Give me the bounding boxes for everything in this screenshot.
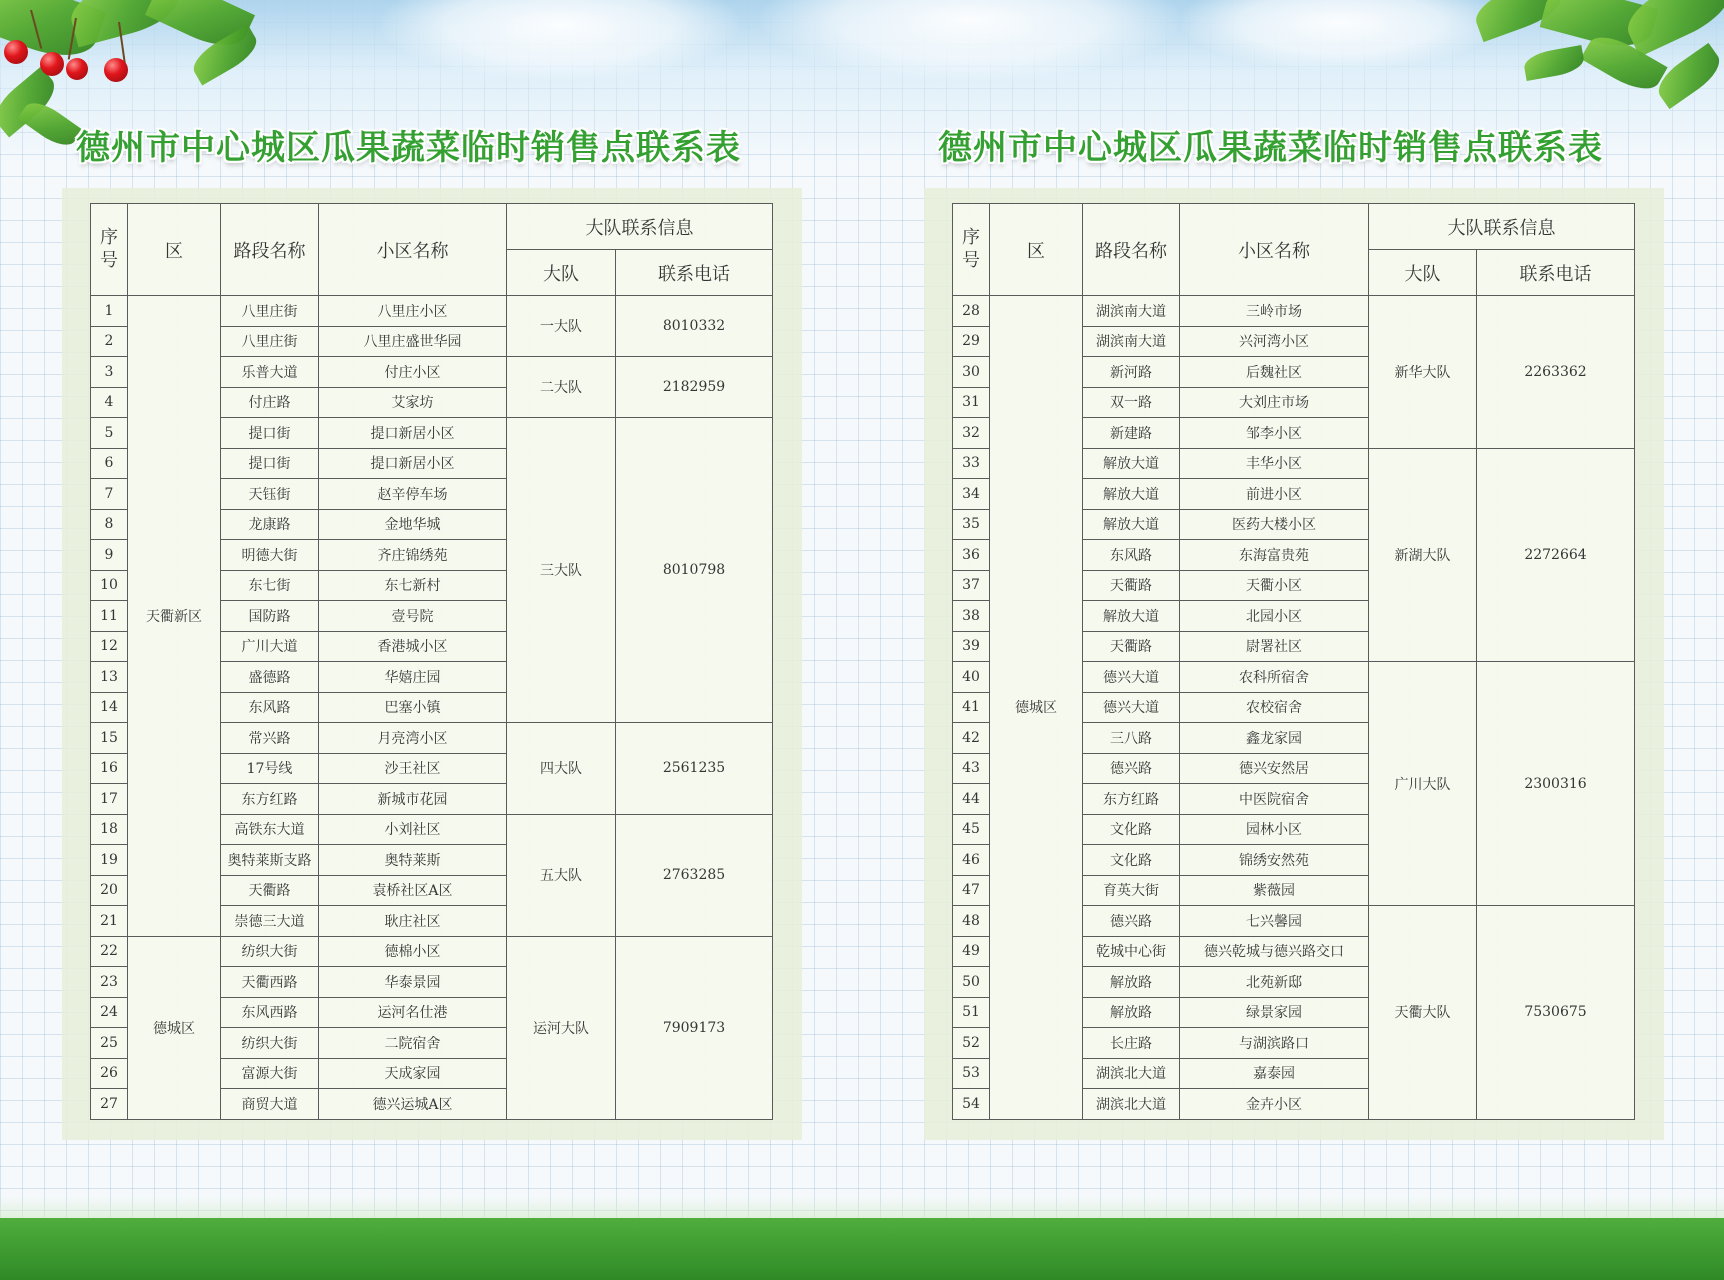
row-number-cell: 10 (91, 570, 128, 601)
row-number-cell: 14 (91, 692, 128, 723)
row-number-cell: 31 (953, 387, 990, 418)
header-seq (953, 204, 990, 296)
road-cell: 广川大道 (221, 631, 319, 662)
road-cell: 天衢路 (221, 875, 319, 906)
row-number-cell: 25 (91, 1028, 128, 1059)
road-cell: 天衢路 (1083, 570, 1180, 601)
cherry-icon (66, 58, 88, 80)
row-number-cell: 28 (953, 296, 990, 327)
road-cell: 湖滨北大道 (1083, 1089, 1180, 1120)
header-brigade-info: 大队联系信息 (1369, 204, 1635, 250)
phone-cell: 7530675 (1477, 906, 1635, 1120)
district-cell: 天衢新区 (128, 296, 221, 937)
road-cell: 提口街 (221, 448, 319, 479)
community-cell: 齐庄锦绣苑 (319, 540, 507, 571)
row-number-cell: 9 (91, 540, 128, 571)
row-number-cell: 18 (91, 814, 128, 845)
bottom-green-band (0, 1218, 1724, 1280)
road-cell: 德兴大道 (1083, 662, 1180, 693)
row-number-cell: 20 (91, 875, 128, 906)
road-cell: 解放路 (1083, 997, 1180, 1028)
community-cell: 付庄小区 (319, 357, 507, 388)
row-number-cell: 41 (953, 692, 990, 723)
phone-cell: 8010332 (616, 296, 773, 357)
cloud-decoration (760, 0, 1180, 80)
road-cell: 盛德路 (221, 662, 319, 693)
header-seq (91, 204, 128, 296)
page-title-left: 德州市中心城区瓜果蔬菜临时销售点联系表 (76, 128, 741, 168)
phone-cell: 2182959 (616, 357, 773, 418)
community-cell: 丰华小区 (1180, 448, 1369, 479)
community-cell: 医药大楼小区 (1180, 509, 1369, 540)
community-cell: 锦绣安然苑 (1180, 845, 1369, 876)
road-cell: 东风路 (221, 692, 319, 723)
row-number-cell: 3 (91, 357, 128, 388)
brigade-cell: 一大队 (507, 296, 616, 357)
phone-cell: 2272664 (1477, 448, 1635, 662)
road-cell: 德兴大道 (1083, 692, 1180, 723)
road-cell: 长庄路 (1083, 1028, 1180, 1059)
row-number-cell: 39 (953, 631, 990, 662)
cherry-icon (104, 58, 128, 82)
table-body-left (91, 296, 773, 1120)
phone-cell: 2561235 (616, 723, 773, 815)
row-number-cell: 27 (91, 1089, 128, 1120)
community-cell: 运河名仕港 (319, 997, 507, 1028)
header-brigade: 大队 (1369, 250, 1477, 296)
community-cell: 香港城小区 (319, 631, 507, 662)
bottom-glow (0, 1196, 1724, 1218)
row-number-cell: 8 (91, 509, 128, 540)
brigade-cell: 新湖大队 (1369, 448, 1477, 662)
row-number-cell: 38 (953, 601, 990, 632)
community-cell: 八里庄小区 (319, 296, 507, 327)
community-cell: 东七新村 (319, 570, 507, 601)
row-number-cell: 21 (91, 906, 128, 937)
community-cell: 德棉小区 (319, 936, 507, 967)
road-cell: 八里庄街 (221, 326, 319, 357)
community-cell: 邹李小区 (1180, 418, 1369, 449)
road-cell: 东风西路 (221, 997, 319, 1028)
brigade-cell: 新华大队 (1369, 296, 1477, 449)
community-cell: 鑫龙家园 (1180, 723, 1369, 754)
row-number-cell: 12 (91, 631, 128, 662)
page-title-right: 德州市中心城区瓜果蔬菜临时销售点联系表 (938, 128, 1603, 168)
leaf-icon (17, 95, 82, 152)
header-seq-label: 序号 (100, 227, 118, 271)
community-cell: 艾家坊 (319, 387, 507, 418)
community-cell: 农校宿舍 (1180, 692, 1369, 723)
header-seq-label: 序号 (962, 227, 980, 271)
community-cell: 后魏社区 (1180, 357, 1369, 388)
road-cell: 龙康路 (221, 509, 319, 540)
table-body-right (953, 296, 1635, 1120)
road-cell: 提口街 (221, 418, 319, 449)
brigade-cell: 二大队 (507, 357, 616, 418)
row-number-cell: 32 (953, 418, 990, 449)
row-number-cell: 37 (953, 570, 990, 601)
cloud-decoration (1180, 0, 1500, 70)
road-cell: 乾城中心街 (1083, 936, 1180, 967)
row-number-cell: 19 (91, 845, 128, 876)
row-number-cell: 13 (91, 662, 128, 693)
community-cell: 德兴安然居 (1180, 753, 1369, 784)
community-cell: 袁桥社区A区 (319, 875, 507, 906)
brigade-cell: 四大队 (507, 723, 616, 815)
community-cell: 东海富贵苑 (1180, 540, 1369, 571)
row-number-cell: 22 (91, 936, 128, 967)
brigade-cell: 三大队 (507, 418, 616, 723)
header-road: 路段名称 (221, 204, 319, 296)
row-number-cell: 54 (953, 1089, 990, 1120)
community-cell: 金卉小区 (1180, 1089, 1369, 1120)
row-number-cell: 4 (91, 387, 128, 418)
row-number-cell: 47 (953, 875, 990, 906)
road-cell: 德兴路 (1083, 753, 1180, 784)
road-cell: 八里庄街 (221, 296, 319, 327)
road-cell: 高铁东大道 (221, 814, 319, 845)
road-cell: 东风路 (1083, 540, 1180, 571)
header-phone: 联系电话 (616, 250, 773, 296)
row-number-cell: 5 (91, 418, 128, 449)
road-cell: 解放大道 (1083, 601, 1180, 632)
row-number-cell: 53 (953, 1058, 990, 1089)
header-district: 区 (990, 204, 1083, 296)
phone-cell: 2300316 (1477, 662, 1635, 906)
road-cell: 东方红路 (1083, 784, 1180, 815)
row-number-cell: 34 (953, 479, 990, 510)
community-cell: 前进小区 (1180, 479, 1369, 510)
community-cell: 沙王社区 (319, 753, 507, 784)
road-cell: 东七街 (221, 570, 319, 601)
row-number-cell: 29 (953, 326, 990, 357)
contact-table-right (952, 203, 1635, 1120)
community-cell: 赵辛停车场 (319, 479, 507, 510)
community-cell: 北园小区 (1180, 601, 1369, 632)
community-cell: 绿景家园 (1180, 997, 1369, 1028)
road-cell: 解放路 (1083, 967, 1180, 998)
community-cell: 大刘庄市场 (1180, 387, 1369, 418)
road-cell: 湖滨南大道 (1083, 296, 1180, 327)
row-number-cell: 51 (953, 997, 990, 1028)
row-number-cell: 48 (953, 906, 990, 937)
row-number-cell: 17 (91, 784, 128, 815)
row-number-cell: 2 (91, 326, 128, 357)
road-cell: 新河路 (1083, 357, 1180, 388)
phone-cell: 2763285 (616, 814, 773, 936)
header-community: 小区名称 (1180, 204, 1369, 296)
row-number-cell: 30 (953, 357, 990, 388)
road-cell: 纺织大街 (221, 1028, 319, 1059)
header-district: 区 (128, 204, 221, 296)
community-cell: 提口新居小区 (319, 418, 507, 449)
phone-cell: 2263362 (1477, 296, 1635, 449)
cherry-icon (40, 52, 64, 76)
header-row (953, 204, 1635, 250)
row-number-cell: 16 (91, 753, 128, 784)
community-cell: 天成家园 (319, 1058, 507, 1089)
table-row (91, 936, 773, 967)
row-number-cell: 49 (953, 936, 990, 967)
road-cell: 湖滨南大道 (1083, 326, 1180, 357)
row-number-cell: 52 (953, 1028, 990, 1059)
road-cell: 德兴路 (1083, 906, 1180, 937)
road-cell: 奥特莱斯支路 (221, 845, 319, 876)
road-cell: 三八路 (1083, 723, 1180, 754)
road-cell: 国防路 (221, 601, 319, 632)
community-cell: 奥特莱斯 (319, 845, 507, 876)
header-brigade-info: 大队联系信息 (507, 204, 773, 250)
phone-cell: 8010798 (616, 418, 773, 723)
community-cell: 巴塞小镇 (319, 692, 507, 723)
row-number-cell: 11 (91, 601, 128, 632)
community-cell: 华泰景园 (319, 967, 507, 998)
row-number-cell: 43 (953, 753, 990, 784)
table-row (91, 296, 773, 327)
community-cell: 农科所宿舍 (1180, 662, 1369, 693)
road-cell: 17号线 (221, 753, 319, 784)
road-cell: 文化路 (1083, 845, 1180, 876)
road-cell: 解放大道 (1083, 448, 1180, 479)
community-cell: 三岭市场 (1180, 296, 1369, 327)
row-number-cell: 6 (91, 448, 128, 479)
phone-cell: 7909173 (616, 936, 773, 1119)
row-number-cell: 15 (91, 723, 128, 754)
community-cell: 北苑新邸 (1180, 967, 1369, 998)
row-number-cell: 26 (91, 1058, 128, 1089)
community-cell: 月亮湾小区 (319, 723, 507, 754)
row-number-cell: 50 (953, 967, 990, 998)
community-cell: 小刘社区 (319, 814, 507, 845)
row-number-cell: 35 (953, 509, 990, 540)
community-cell: 华嬉庄园 (319, 662, 507, 693)
road-cell: 育英大街 (1083, 875, 1180, 906)
brigade-cell: 天衢大队 (1369, 906, 1477, 1120)
community-cell: 提口新居小区 (319, 448, 507, 479)
community-cell: 尉署社区 (1180, 631, 1369, 662)
row-number-cell: 24 (91, 997, 128, 1028)
header-row (91, 204, 773, 250)
row-number-cell: 33 (953, 448, 990, 479)
community-cell: 德兴运城A区 (319, 1089, 507, 1120)
road-cell: 天钰街 (221, 479, 319, 510)
road-cell: 明德大街 (221, 540, 319, 571)
road-cell: 文化路 (1083, 814, 1180, 845)
road-cell: 天衢路 (1083, 631, 1180, 662)
header-road: 路段名称 (1083, 204, 1180, 296)
row-number-cell: 1 (91, 296, 128, 327)
road-cell: 双一路 (1083, 387, 1180, 418)
row-number-cell: 40 (953, 662, 990, 693)
community-cell: 二院宿舍 (319, 1028, 507, 1059)
leaf-icon (1522, 45, 1586, 81)
table-row (953, 296, 1635, 327)
community-cell: 七兴馨园 (1180, 906, 1369, 937)
community-cell: 八里庄盛世华园 (319, 326, 507, 357)
brigade-cell: 五大队 (507, 814, 616, 936)
header-phone: 联系电话 (1477, 250, 1635, 296)
row-number-cell: 44 (953, 784, 990, 815)
road-cell: 解放大道 (1083, 479, 1180, 510)
row-number-cell: 7 (91, 479, 128, 510)
community-cell: 壹号院 (319, 601, 507, 632)
district-cell: 德城区 (990, 296, 1083, 1120)
road-cell: 纺织大街 (221, 936, 319, 967)
community-cell: 中医院宿舍 (1180, 784, 1369, 815)
community-cell: 紫薇园 (1180, 875, 1369, 906)
header-community: 小区名称 (319, 204, 507, 296)
row-number-cell: 42 (953, 723, 990, 754)
row-number-cell: 36 (953, 540, 990, 571)
road-cell: 崇德三大道 (221, 906, 319, 937)
community-cell: 德兴乾城与德兴路交口 (1180, 936, 1369, 967)
cloud-decoration (380, 0, 740, 80)
community-cell: 与湖滨路口 (1180, 1028, 1369, 1059)
road-cell: 常兴路 (221, 723, 319, 754)
brigade-cell: 广川大队 (1369, 662, 1477, 906)
contact-table-left (90, 203, 773, 1120)
district-cell: 德城区 (128, 936, 221, 1119)
row-number-cell: 45 (953, 814, 990, 845)
community-cell: 天衢小区 (1180, 570, 1369, 601)
community-cell: 金地华城 (319, 509, 507, 540)
road-cell: 湖滨北大道 (1083, 1058, 1180, 1089)
road-cell: 商贸大道 (221, 1089, 319, 1120)
brigade-cell: 运河大队 (507, 936, 616, 1119)
road-cell: 新建路 (1083, 418, 1180, 449)
road-cell: 天衢西路 (221, 967, 319, 998)
row-number-cell: 23 (91, 967, 128, 998)
community-cell: 嘉泰园 (1180, 1058, 1369, 1089)
cherry-icon (4, 40, 28, 64)
leaf-cluster-top-right (1464, 0, 1724, 125)
community-cell: 新城市花园 (319, 784, 507, 815)
road-cell: 富源大街 (221, 1058, 319, 1089)
community-cell: 兴河湾小区 (1180, 326, 1369, 357)
community-cell: 园林小区 (1180, 814, 1369, 845)
road-cell: 解放大道 (1083, 509, 1180, 540)
row-number-cell: 46 (953, 845, 990, 876)
header-brigade: 大队 (507, 250, 616, 296)
road-cell: 付庄路 (221, 387, 319, 418)
community-cell: 耿庄社区 (319, 906, 507, 937)
road-cell: 乐普大道 (221, 357, 319, 388)
road-cell: 东方红路 (221, 784, 319, 815)
